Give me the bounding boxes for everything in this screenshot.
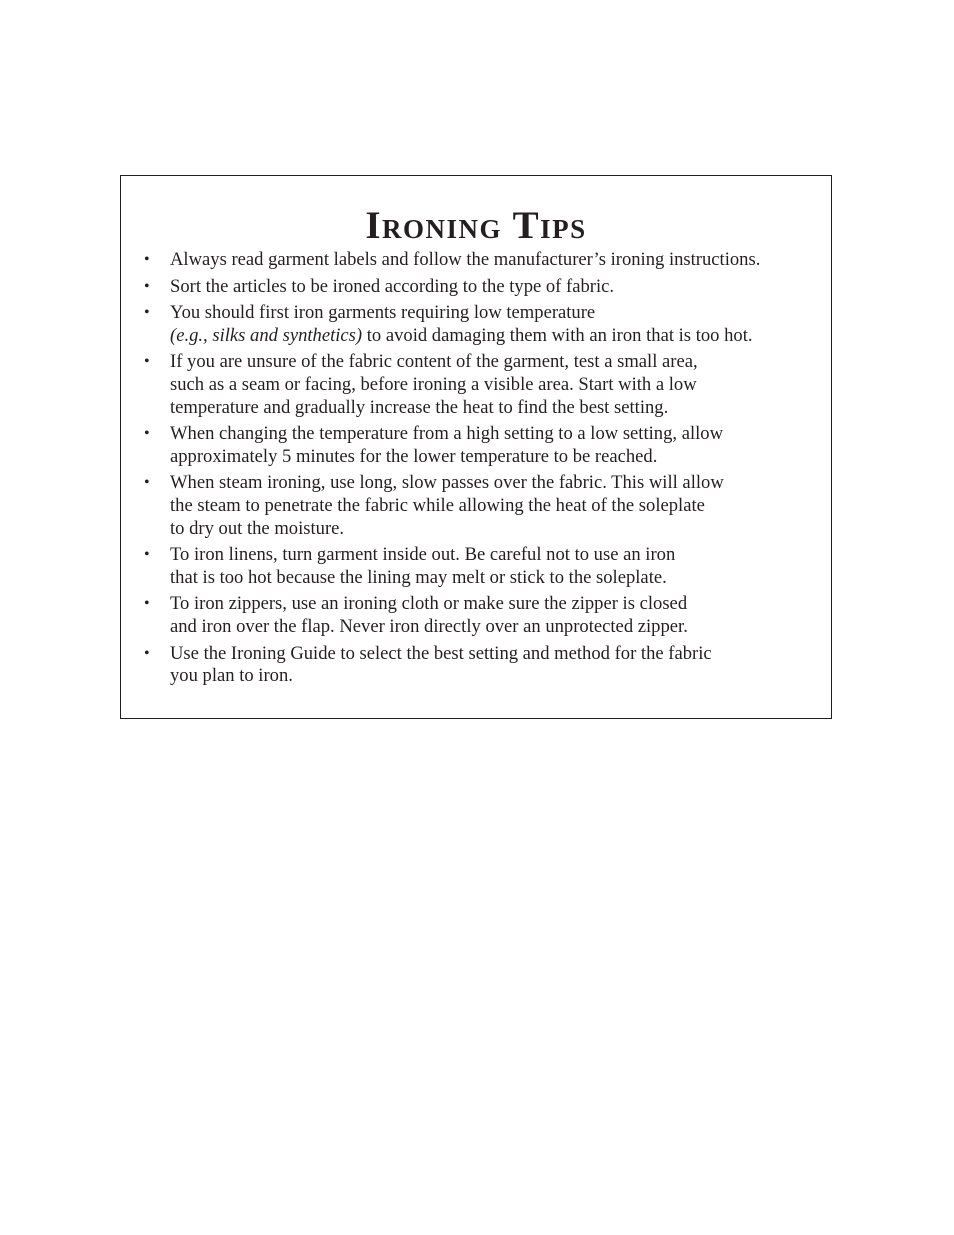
- tip-line: Sort the articles to be ironed according to the type of fabric.: [170, 275, 615, 297]
- bullet-icon: •: [144, 546, 150, 564]
- tip-item-iron-linens: [121, 544, 821, 589]
- tip-line: You should first iron garments requiring low temperature: [170, 302, 596, 324]
- tip-item-iron-zippers: [121, 593, 821, 638]
- tip-item-sort-articles: [121, 276, 821, 299]
- tip-item-changing-temperature: [121, 423, 821, 468]
- tip-line: If you are unsure of the fabric content of the garment, test a small area,: [170, 351, 698, 373]
- tip-line: temperature and gradually increase the heat to find the best setting.: [170, 396, 669, 418]
- tip-line: To iron zippers, use an ironing cloth or make sure the zipper is closed: [170, 593, 688, 615]
- ironing-tips-box: [120, 175, 832, 719]
- bullet-icon: •: [144, 425, 150, 443]
- tip-italic-example: (e.g., silks and synthetics): [170, 324, 363, 346]
- bullet-icon: •: [144, 474, 150, 492]
- bullet-icon: •: [144, 304, 150, 322]
- tip-line: To iron linens, turn garment inside out. Be careful not to use an iron: [170, 544, 676, 566]
- tip-line: and iron over the flap. Never iron directly over an unprotected zipper.: [170, 615, 688, 637]
- page-title: Ironing Tips: [365, 204, 587, 247]
- tip-line: Use the Ironing Guide to select the best setting and method for the fabric: [170, 642, 712, 664]
- bullet-icon: •: [144, 644, 150, 662]
- tip-item-steam-ironing: [121, 472, 821, 540]
- tip-line: approximately 5 minutes for the lower temperature to be reached.: [170, 445, 658, 467]
- bullet-icon: •: [144, 277, 150, 295]
- tip-line: When changing the temperature from a high setting to a low setting, allow: [170, 423, 724, 445]
- tip-line: you plan to iron.: [170, 665, 293, 687]
- tip-line-rest: to avoid damaging them with an iron that is too hot.: [362, 324, 753, 346]
- tip-line: Always read garment labels and follow the manufacturer’s ironing instructions.: [170, 249, 761, 270]
- tip-line: such as a seam or facing, before ironing a visible area. Start with a low: [170, 373, 697, 395]
- tip-line: When steam ironing, use long, slow passes over the fabric. This will allow: [170, 472, 724, 494]
- tip-line: the steam to penetrate the fabric while allowing the heat of the soleplate: [170, 494, 705, 516]
- tips-list: [121, 249, 821, 692]
- bullet-icon: •: [144, 251, 150, 268]
- tip-line-mixed: [170, 325, 821, 348]
- bullet-icon: •: [144, 353, 150, 371]
- tip-line: that is too hot because the lining may melt or stick to the soleplate.: [170, 566, 667, 588]
- tip-item-ironing-guide: [121, 643, 821, 688]
- tip-line: to dry out the moisture.: [170, 517, 345, 539]
- tip-item-read-labels: [121, 249, 821, 272]
- bullet-icon: •: [144, 595, 150, 613]
- tip-item-low-temperature-first: [121, 302, 821, 347]
- tip-item-test-small-area: [121, 351, 821, 419]
